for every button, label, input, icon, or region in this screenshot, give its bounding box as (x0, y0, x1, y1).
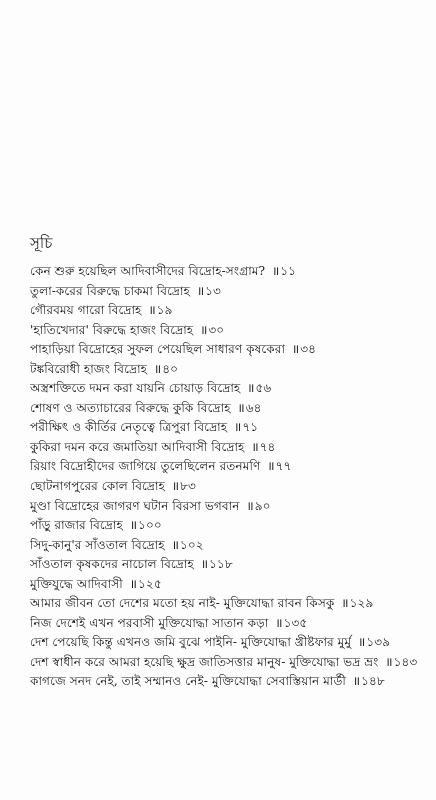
toc-entry-title: ছোটনাগপুরের কোল বিদ্রোহ (30, 479, 165, 494)
toc-entry (30, 672, 432, 692)
toc-entry-title: দেশ পেয়েছি কিন্তু এখনও জমি বুঝে পাইনি- মুক্তিযোদ্ধা খ্রীষ্টফার মুর্মু (30, 635, 352, 650)
toc-entry-title: অস্ত্রশক্তিতে দমন করা যায়নি চোয়াড় বিদ্রোহ (30, 381, 241, 396)
toc-separator: ॥ (171, 537, 179, 552)
toc-separator: ॥ (385, 654, 393, 669)
toc-entry-title: পাঁড়ু রাজার বিদ্রোহ (30, 518, 123, 533)
toc-page-number: ৩৪ (300, 342, 317, 357)
toc-separator: ॥ (251, 439, 259, 454)
toc-separator: ॥ (129, 576, 137, 591)
toc-page-number: ৯০ (254, 498, 271, 513)
toc-page-number: ১০২ (179, 537, 204, 552)
toc-separator: ॥ (153, 361, 162, 376)
toc-entry-title: নিজ দেশেই এখন পরবাসী মুক্তিযোদ্ধা সাতান কড়া (30, 615, 269, 630)
toc-separator: ॥ (171, 479, 180, 494)
toc-separator: ॥ (341, 596, 349, 611)
toc-page-number: ৬৪ (245, 400, 262, 415)
toc-page-number: ১১ (280, 264, 297, 278)
toc-entry-title: পাহাড়িয়া বিদ্রোহের সুফল পেয়েছিল সাধারণ কৃষকেরা (30, 342, 286, 357)
toc-page-number: ১৩৯ (366, 635, 391, 650)
toc-entry (30, 575, 432, 595)
toc-entry (30, 399, 432, 419)
toc-separator: ॥ (234, 420, 242, 435)
toc-entry (30, 321, 432, 341)
toc-separator: ॥ (358, 635, 366, 650)
toc-entry (30, 633, 432, 653)
toc-page-number: ১০০ (138, 518, 162, 533)
toc-entry-title: কেন শুরু হয়েছিল আদিবাসীদের বিদ্রোহ-সংগ্রাম? (30, 264, 266, 278)
toc-entry (30, 438, 432, 458)
toc-page-number: ৭৪ (259, 439, 276, 454)
toc-entry (30, 477, 432, 497)
toc-page-number: ১৪৮ (361, 674, 385, 689)
toc-entry (30, 497, 432, 517)
toc-entry (30, 594, 432, 614)
toc-entry (30, 301, 432, 321)
toc-page-number: ১৩৫ (283, 615, 308, 630)
toc-entry (30, 614, 432, 634)
toc-entry-title: রিয়াং বিদ্রোহীদের জাগিয়ে তুলেছিলেন রতনমণি (30, 459, 261, 474)
toc-entry-title: দেশ স্বাধীন করে আমরা হয়েছি ক্ষুদ্র জাতিসত্তার মানুষ- মুক্তিযোদ্ধা ভদ্র ভ্রং (30, 654, 379, 669)
toc-entry-title: মুক্তিযুদ্ধে আদিবাসী (30, 576, 123, 591)
toc-entry-title: 'হাতিখেদার' বিরুদ্ধে হাজং বিদ্রোহ (30, 322, 194, 337)
toc-entry-title: আমার জীবন তো দেশের মতো হয় নাই- মুক্তিযোদ্ধা রাবন কিসকু (30, 596, 335, 611)
toc-heading: সূচি (30, 234, 53, 252)
toc-page-number: ১৪৩ (393, 654, 418, 669)
toc-page-number: ১১৮ (209, 557, 233, 572)
toc-page-number: ৫৬ (255, 381, 272, 396)
toc-separator: ॥ (200, 557, 209, 572)
toc-entry (30, 282, 432, 302)
toc-separator: ॥ (246, 498, 254, 513)
toc-page-number: ৭১ (242, 420, 259, 435)
toc-entry (30, 360, 432, 380)
toc-page-number: ১২৫ (137, 576, 162, 591)
toc-page-number: ১৩ (205, 283, 221, 298)
toc-page-number: ৩০ (208, 322, 225, 337)
toc-entry (30, 555, 432, 575)
toc-entry (30, 457, 432, 477)
toc-separator: ॥ (237, 400, 245, 415)
toc-page-number: ৮৩ (180, 479, 196, 494)
toc-page-number: ১৯ (156, 303, 173, 318)
toc-separator: ॥ (200, 322, 208, 337)
toc-entry-title: মুণ্ডা বিদ্রোহের জাগরণ ঘটান বিরসা ভগবান (30, 498, 240, 513)
toc-separator: ॥ (291, 342, 300, 357)
toc-list (30, 262, 432, 692)
toc-separator: ॥ (275, 615, 283, 630)
toc-entry-title: তুলা-করের বিরুদ্ধে চাকমা বিদ্রোহ (30, 283, 190, 298)
toc-entry-title: পরীক্ষিৎ ও কীর্তির নেতৃত্বে ত্রিপুরা বিদ্রোহ (30, 420, 228, 435)
toc-separator: ॥ (352, 674, 361, 689)
toc-separator: ॥ (196, 283, 205, 298)
toc-separator: ॥ (271, 264, 280, 278)
toc-entry-title: কাগজে সনদ নেই, তাই সম্মানও নেই- মুক্তিযোদ্ধা সেবাস্তিয়ান মার্ডী (30, 674, 346, 689)
toc-entry-title: সিদু-কানু'র সাঁওতাল বিদ্রোহ (30, 537, 165, 552)
toc-separator: ॥ (267, 459, 275, 474)
toc-entry-title: সাঁওতাল কৃষকদের নাচোল বিদ্রোহ (30, 557, 194, 572)
toc-entry-title: টঙ্কবিরোধী হাজং বিদ্রোহ (30, 361, 148, 376)
toc-entry (30, 418, 432, 438)
toc-entry (30, 262, 432, 282)
toc-separator: ॥ (148, 303, 156, 318)
toc-entry (30, 516, 432, 536)
toc-page-number: ৪০ (162, 361, 179, 376)
toc-entry (30, 379, 432, 399)
toc-separator: ॥ (247, 381, 255, 396)
toc-page-number: ৭৭ (275, 459, 292, 474)
toc-separator: ॥ (129, 518, 138, 533)
toc-entry (30, 653, 432, 673)
toc-entry-title: শোষণ ও অত্যাচারের বিরুদ্ধে কুকি বিদ্রোহ (30, 400, 231, 415)
toc-entry (30, 536, 432, 556)
toc-entry-title: কুকিরা দমন করে জমাতিয়া আদিবাসী বিদ্রোহ (30, 439, 245, 454)
toc-page-number: ১২৯ (349, 596, 374, 611)
toc-entry-title: গৌরবময় গারো বিদ্রোহ (30, 303, 142, 318)
toc-entry (30, 340, 432, 360)
